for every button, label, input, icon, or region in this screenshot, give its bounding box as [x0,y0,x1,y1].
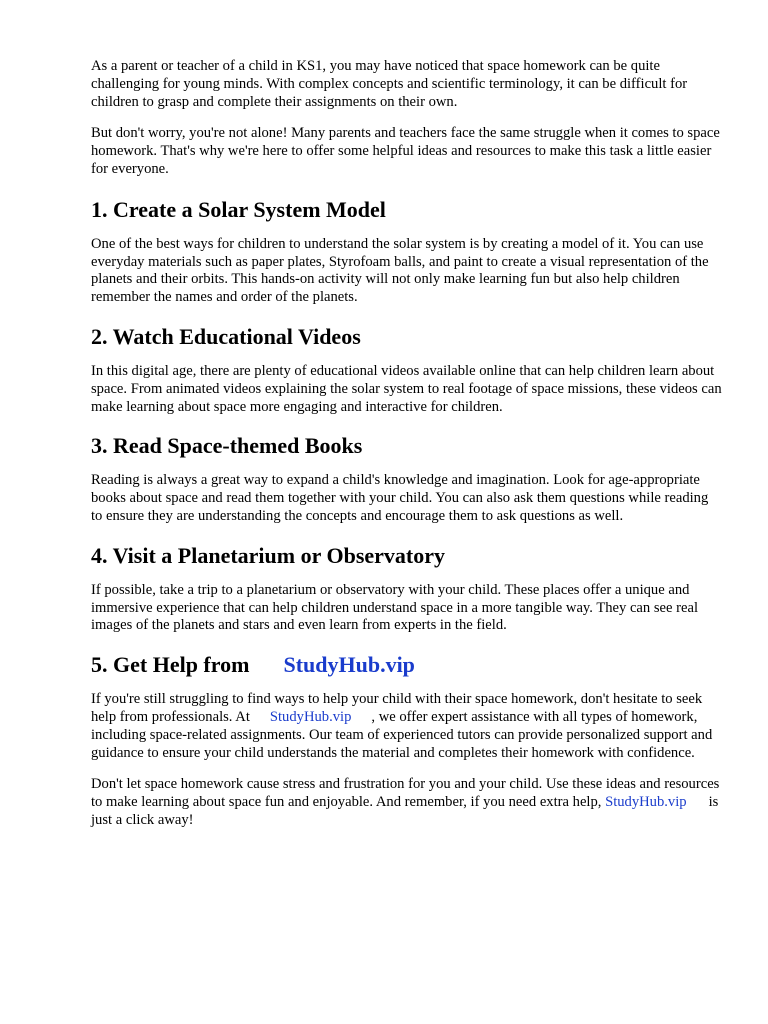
help-body-after: , we offer expert assistance with all types of homework, including space-related assignments. Our team of experienced tutors can provide personalized support and guidance to ensure your child understands the material and completes their homework with confidence. [91,708,713,761]
closing-paragraph [91,776,723,829]
section-heading-solar-system: 1. Create a Solar System Model [91,196,386,222]
section-heading-videos: 2. Watch Educational Videos [91,323,361,349]
section-body-solar-system: One of the best ways for children to understand the solar system is by creating a model of it. You can use everyday materials such as paper plates, Styrofoam balls, and paint to create a visual representation of the planets and their orbits. This hands-on activity will not only make learning fun but also help children remember the names and order of the planets. [91,235,709,306]
closing-text-after: is just a click away! [91,794,719,828]
section-body-help [91,691,723,762]
help-heading-prefix: 5. Get Help from [91,652,250,678]
help-body-before: If you're still struggling to find ways to help your child with their space homework, don't hesitate to seek help from professionals. At [91,691,703,725]
studyhub-closing-link[interactable]: StudyHub.vip [605,794,687,811]
section-body-books: Reading is always a great way to expand a child's knowledge and imagination. Look for age-appropriate books about space and read them together with your child. You can also ask them questions while reading to ensure they are understanding the concepts and encourage them to ask questions as well. [91,472,709,524]
section-heading-books: 3. Read Space-themed Books [91,433,363,459]
section-heading-planetarium: 4. Visit a Planetarium or Observatory [91,542,445,568]
closing-text-before: Don't let space homework cause stress and frustration for you and your child. Use these ideas and resources to make learning about space fun and enjoyable. And remember, if you need extra help, [91,776,720,811]
studyhub-heading-link[interactable]: StudyHub.vip [283,652,415,678]
intro-paragraph-1: As a parent or teacher of a child in KS1, you may have noticed that space homework can be quite challenging for young minds. With complex concepts and scientific terminology, it can be difficult for children to grasp and complete their assignments on their own. [91,58,688,110]
document-body [91,58,723,830]
section-body-videos: In this digital age, there are plenty of educational videos available online that can help children learn about space. From animated videos explaining the solar system to real footage of space missions, these videos can make learning about space more engaging and interactive for children. [91,362,722,415]
section-heading-help [91,652,723,678]
intro-paragraph-2: But don't worry, you're not alone! Many parents and teachers face the same struggle when it comes to space homework. That's why we're here to offer some helpful ideas and resources to make this task a little easier for everyone. [91,125,720,177]
studyhub-inline-link[interactable]: StudyHub.vip [269,708,352,725]
section-body-planetarium: If possible, take a trip to a planetarium or observatory with your child. These places offer a unique and immersive experience that can help children understand space in a more tangible way. They can see real images of the planets and stars and even learn from experts in the field. [91,581,699,634]
